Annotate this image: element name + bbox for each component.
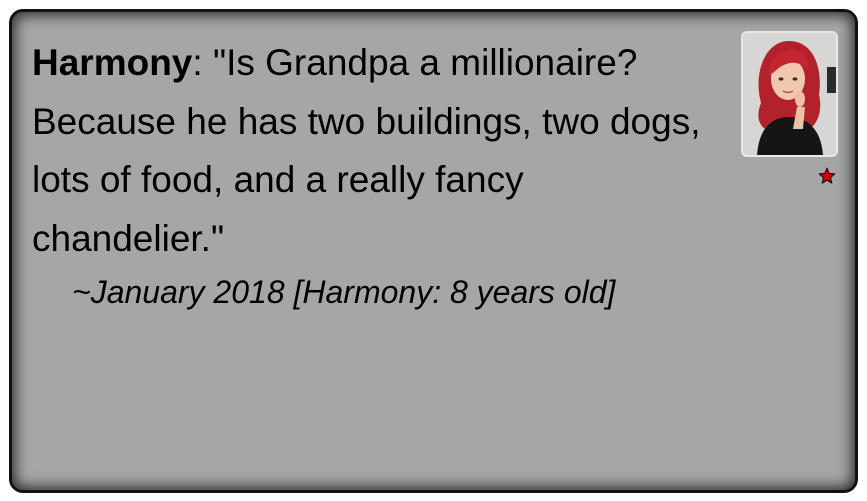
quote-separator: : [192, 42, 213, 83]
portrait-photo-icon [743, 33, 836, 155]
avatar [741, 31, 838, 157]
quote-body: "Is Grandpa a millionaire? Because he has two buildings, two dogs, lots of food, and a really fancy chandelier." [32, 42, 701, 259]
quote-card [9, 9, 858, 493]
speaker-name: Harmony [32, 42, 193, 83]
quote-text [32, 34, 722, 268]
date-caption: ~January 2018 [Harmony: 8 years old] [72, 274, 616, 310]
star-icon [818, 167, 836, 185]
